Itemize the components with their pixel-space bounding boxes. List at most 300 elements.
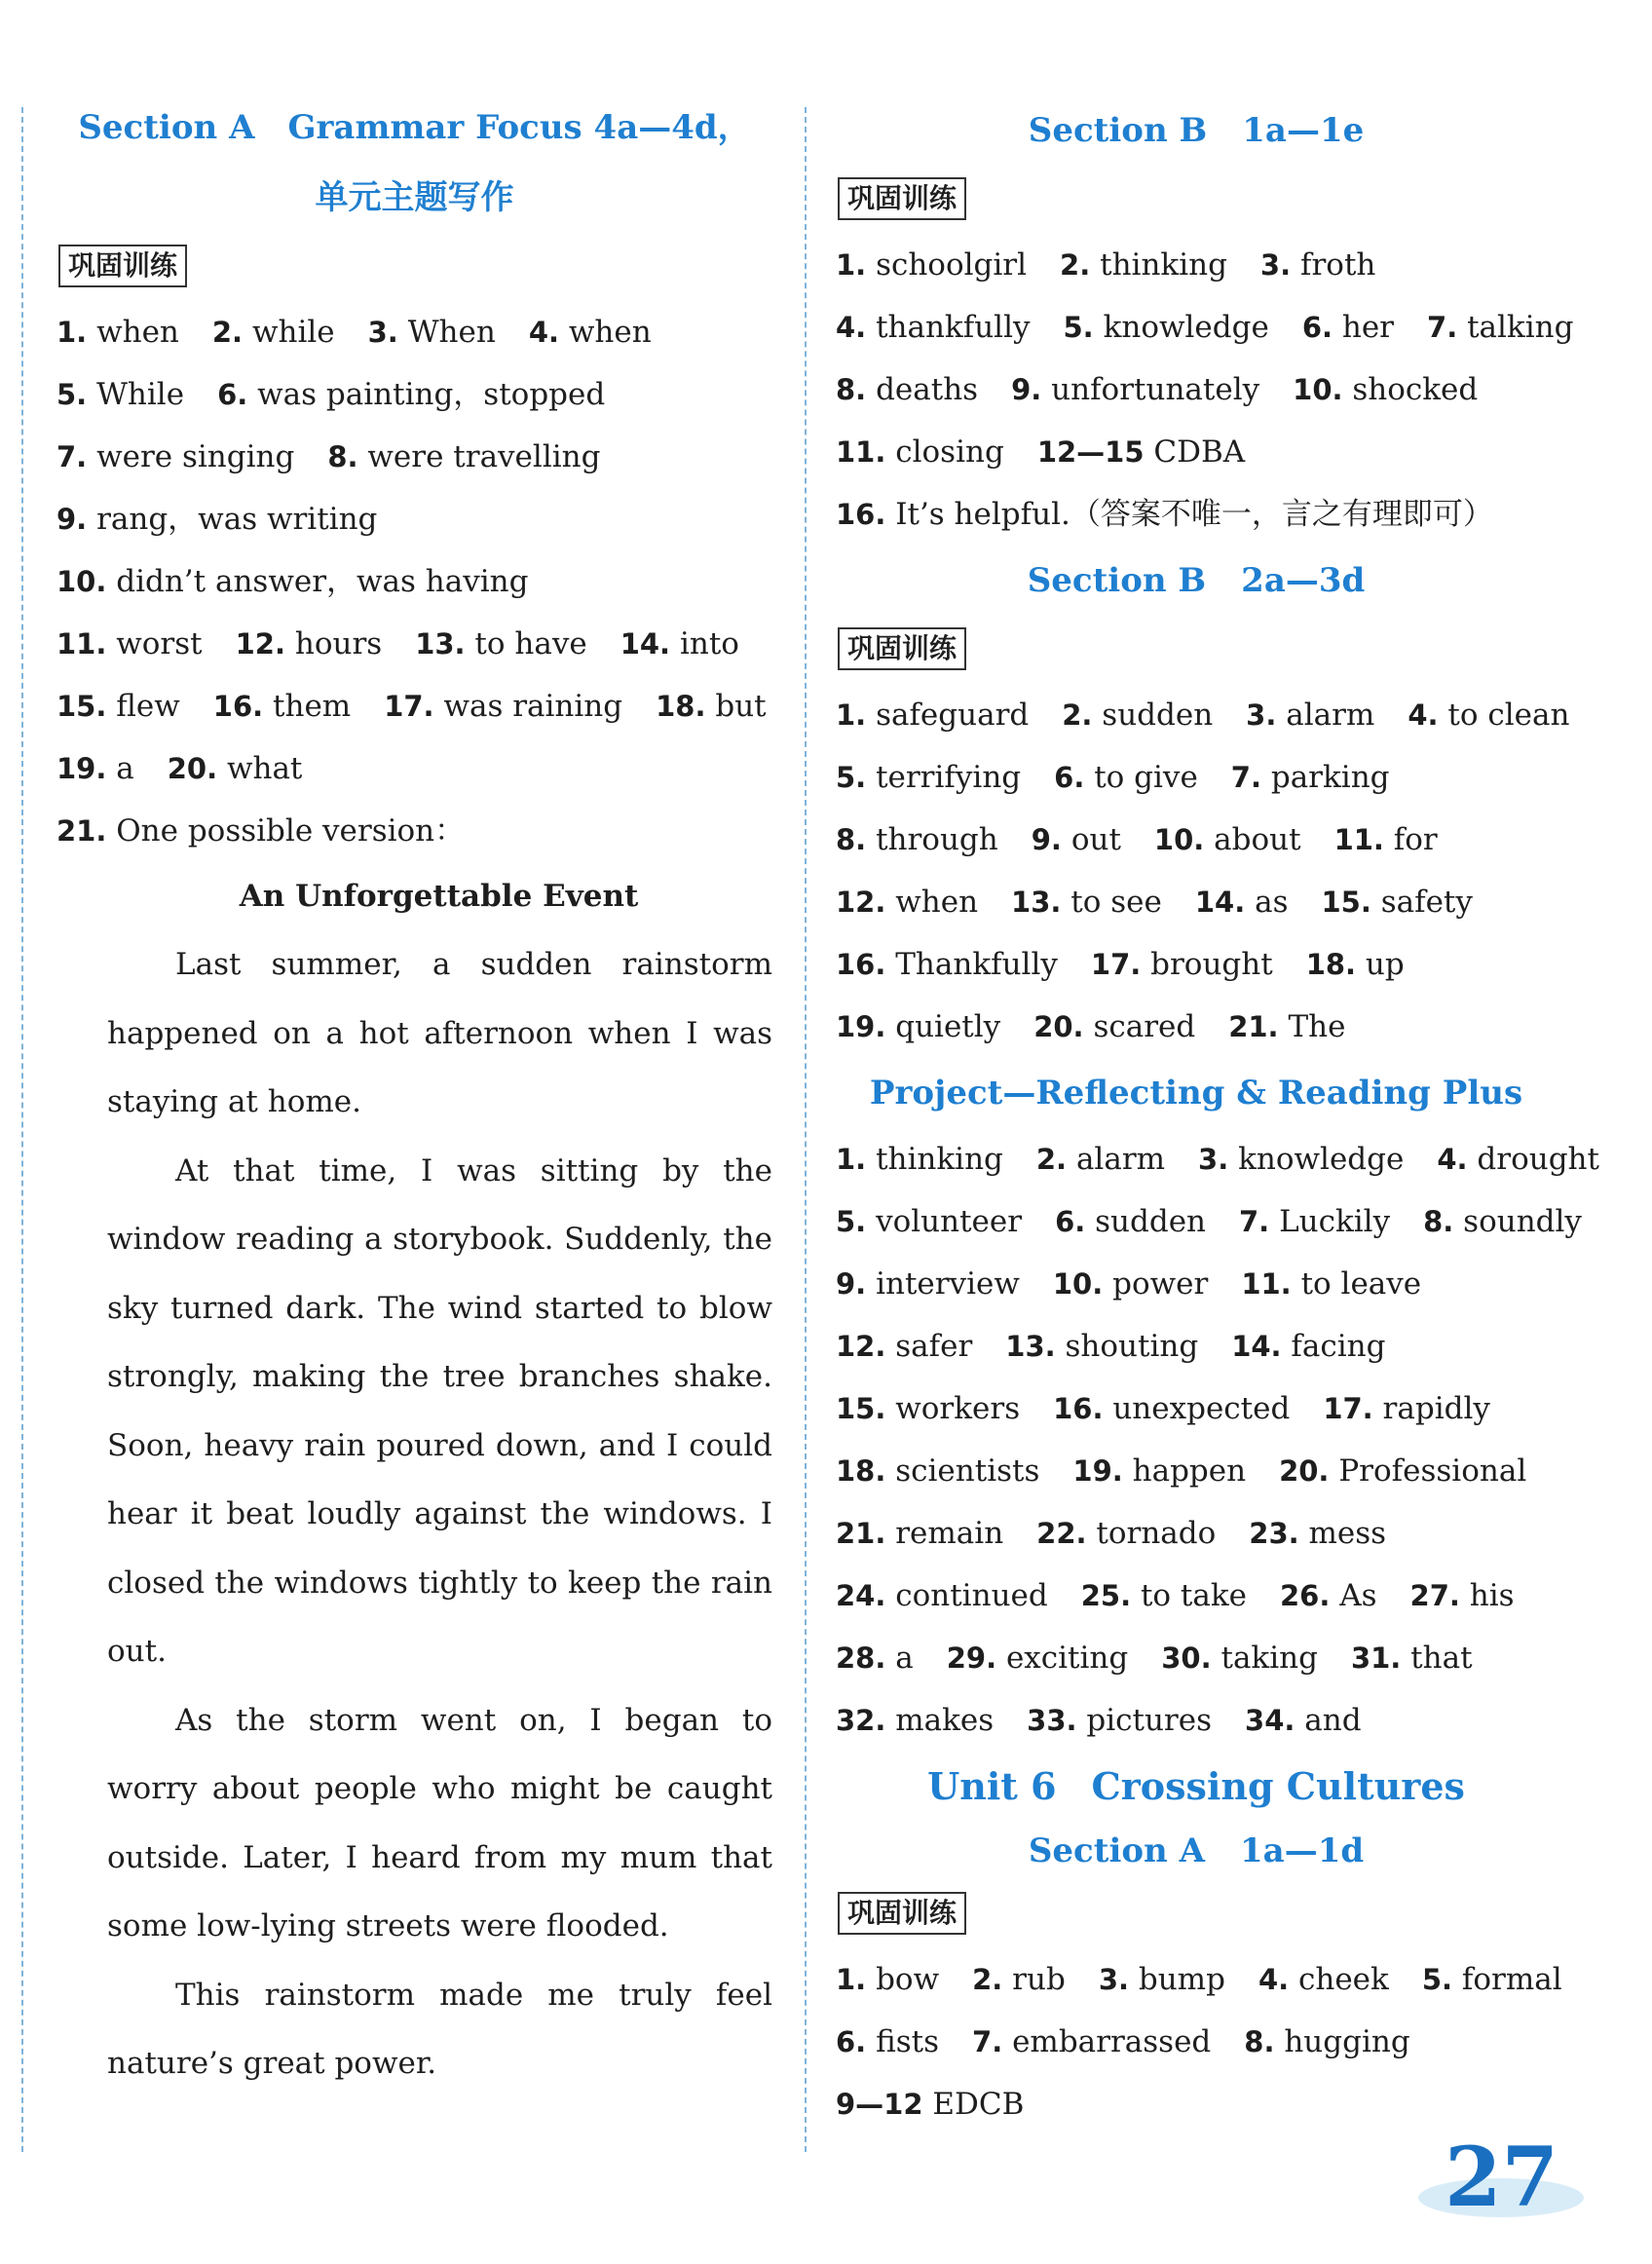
answer-item xyxy=(1037,434,1245,470)
essay-paragraph: This rainstorm made me truly feel nature’s great power. xyxy=(107,1977,772,2081)
answer-item xyxy=(1091,947,1273,982)
answer-text: to give xyxy=(1094,760,1198,795)
answer-text: were singing xyxy=(96,439,295,474)
answer-item xyxy=(56,377,184,412)
answer-item xyxy=(836,1009,1000,1044)
answer-text: when xyxy=(96,315,179,350)
question-number: 12. xyxy=(836,886,886,919)
answer-item xyxy=(1033,1009,1195,1044)
answer-text: to take xyxy=(1140,1578,1247,1613)
question-number: 9. xyxy=(56,503,88,536)
answer-line xyxy=(836,1128,1599,1190)
answer-item xyxy=(384,689,622,724)
answer-text: shouting xyxy=(1065,1329,1199,1364)
answer-text: alarm xyxy=(1075,1142,1166,1177)
answer-line xyxy=(56,301,772,363)
question-number: 6. xyxy=(836,2025,867,2058)
question-number: 18. xyxy=(1305,948,1357,981)
unit-number: Unit 6 xyxy=(927,1764,1057,1808)
answer-item xyxy=(1239,1204,1390,1239)
answer-item xyxy=(836,1578,1048,1613)
question-number: 25. xyxy=(1080,1579,1132,1612)
answer-item xyxy=(1036,1142,1165,1177)
answer-item xyxy=(1321,885,1472,920)
question-number: 10. xyxy=(56,565,107,598)
question-number: 3. xyxy=(1098,1963,1130,1996)
answer-text: that xyxy=(1410,1641,1473,1676)
answer-item xyxy=(1053,1266,1208,1302)
answer-text: knowledge xyxy=(1103,310,1269,345)
answer-item xyxy=(56,502,377,537)
answer-text: about xyxy=(1214,822,1301,857)
answer-text: didn’t answer，was having xyxy=(116,564,529,599)
answer-text: flew xyxy=(116,689,180,724)
answer-item xyxy=(1334,822,1438,857)
answer-line xyxy=(836,1315,1557,1377)
heading-part: 1a—1d xyxy=(1240,1831,1365,1870)
answer-line xyxy=(836,996,1557,1058)
answer-line xyxy=(836,358,1557,421)
answer-text: as xyxy=(1255,885,1289,920)
question-number: 9. xyxy=(1031,823,1062,856)
question-number: 17. xyxy=(1323,1392,1373,1425)
answer-text: was raining xyxy=(443,689,623,724)
question-number: 1. xyxy=(56,316,88,349)
answer-text: were travelling xyxy=(367,439,601,474)
answer-item xyxy=(1427,310,1573,345)
answer-item xyxy=(836,372,978,407)
question-number: 11. xyxy=(1241,1267,1292,1301)
question-number: 5. xyxy=(1421,1963,1453,1996)
answer-text: unfortunately xyxy=(1051,372,1260,407)
question-number: 5. xyxy=(836,761,867,794)
answer-item xyxy=(1323,1391,1490,1426)
answer-text: sudden xyxy=(1095,1204,1206,1239)
answer-item xyxy=(1231,760,1390,795)
answer-text: mess xyxy=(1308,1516,1387,1551)
answer-text: terrifying xyxy=(876,760,1022,795)
question-number: 5. xyxy=(1063,311,1094,344)
essay-paragraph: As the storm went on, I began to worry about people who might be caught outside. Later, I heard from my mum that some low-lying streets were flooded. xyxy=(107,1702,772,1943)
question-number: 21. xyxy=(1228,1010,1279,1043)
answer-item xyxy=(1005,1329,1198,1364)
answer-item xyxy=(168,751,303,786)
answer-text: Professional xyxy=(1338,1453,1527,1489)
question-number: 1. xyxy=(836,1143,867,1176)
answer-text: worst xyxy=(116,626,203,661)
answer-item xyxy=(972,1962,1066,1997)
answer-item xyxy=(947,1641,1129,1676)
question-number: 8. xyxy=(327,440,358,473)
answer-item xyxy=(1036,1516,1216,1551)
answer-lines xyxy=(836,234,1574,546)
question-number: 4. xyxy=(1437,1143,1468,1176)
heading-part: Section B xyxy=(1027,561,1207,600)
question-number: 14. xyxy=(1231,1330,1282,1363)
question-number: 30. xyxy=(1161,1641,1212,1675)
answer-item xyxy=(1195,885,1289,920)
answer-text: continued xyxy=(895,1578,1048,1613)
answer-line xyxy=(836,809,1557,871)
question-number: 4. xyxy=(528,316,560,349)
answer-text: into xyxy=(679,626,739,661)
essay-paragraph: Last summer, a sudden rainstorm happened on a hot afternoon when I was staying at home. xyxy=(107,947,772,1119)
section-heading xyxy=(836,546,1557,616)
question-number: 4. xyxy=(836,311,867,344)
question-number: 1. xyxy=(836,1963,867,1996)
answer-text: taking xyxy=(1220,1641,1318,1676)
question-number: 6. xyxy=(1054,761,1085,794)
answer-text: hours xyxy=(294,626,383,661)
question-number: 20. xyxy=(1033,1010,1084,1043)
question-number: 7. xyxy=(1230,761,1261,794)
question-number: 13. xyxy=(415,627,466,660)
answer-item xyxy=(1054,760,1198,795)
answer-item xyxy=(1060,247,1227,283)
answer-text: Thankfully xyxy=(895,947,1058,982)
answer-line xyxy=(836,1565,1557,1627)
question-number: 19. xyxy=(56,752,107,785)
answer-text: exciting xyxy=(1005,1641,1129,1676)
answer-line xyxy=(56,737,772,800)
question-number: 3. xyxy=(1259,248,1292,282)
answer-item xyxy=(836,947,1058,982)
answer-line xyxy=(836,1253,1557,1315)
question-number: 10. xyxy=(1153,823,1205,856)
answer-item xyxy=(56,689,180,724)
question-number: 15. xyxy=(836,1392,886,1425)
question-number: 23. xyxy=(1249,1517,1299,1550)
answer-item xyxy=(1198,1142,1404,1177)
answer-lines xyxy=(836,1128,1599,1752)
answer-text: while xyxy=(251,315,335,350)
answer-text: a xyxy=(895,1641,914,1676)
exercise-tag: 巩固训练 xyxy=(58,245,187,287)
answer-item xyxy=(836,1329,972,1364)
question-number: 27. xyxy=(1409,1579,1460,1612)
answer-text: to leave xyxy=(1300,1266,1422,1302)
answer-item xyxy=(836,247,1027,283)
answer-line xyxy=(56,488,772,550)
heading-part: 1a—1e xyxy=(1242,111,1365,150)
question-number: 18. xyxy=(656,690,706,723)
answer-text: talking xyxy=(1467,310,1574,345)
question-number: 32. xyxy=(836,1704,886,1737)
answer-item xyxy=(1027,1703,1212,1738)
answer-item xyxy=(529,315,652,350)
answer-line xyxy=(836,1502,1557,1565)
answer-text: knowledge xyxy=(1238,1142,1405,1177)
question-number: 8. xyxy=(1423,1205,1454,1238)
answer-line xyxy=(836,296,1574,358)
answer-item xyxy=(836,2024,939,2059)
answer-item xyxy=(56,626,203,661)
question-number: 21. xyxy=(836,1517,886,1550)
answer-item xyxy=(1410,1578,1515,1613)
answer-item xyxy=(1258,1962,1389,1997)
answer-text: to see xyxy=(1070,885,1162,920)
answer-text: power xyxy=(1112,1266,1209,1302)
question-number: 1. xyxy=(836,698,867,732)
answer-item xyxy=(1306,947,1405,982)
answer-text: hugging xyxy=(1284,2024,1410,2059)
answer-line xyxy=(836,421,1557,483)
answer-text: a xyxy=(116,751,134,786)
answer-line xyxy=(836,2011,1557,2073)
answer-item xyxy=(836,1516,1003,1551)
answer-text: froth xyxy=(1299,247,1376,283)
column-divider xyxy=(805,107,807,2152)
answer-item xyxy=(327,439,600,474)
answer-item xyxy=(1279,1453,1526,1489)
answer-item xyxy=(836,1703,994,1738)
question-number: 9—12 xyxy=(836,2088,923,2121)
left-column xyxy=(56,93,772,2098)
answer-text: was painting，stopped xyxy=(257,377,606,412)
essay-title: An Unforgettable Event xyxy=(239,879,639,914)
question-number: 7. xyxy=(1239,1205,1270,1238)
question-number: 17. xyxy=(384,690,434,723)
answer-text: thinking xyxy=(876,1142,1003,1177)
answer-text: up xyxy=(1365,947,1405,982)
answer-item xyxy=(213,689,351,724)
question-number: 2. xyxy=(1062,698,1093,732)
answer-item xyxy=(1062,698,1213,733)
answer-text: interview xyxy=(876,1266,1020,1302)
answer-line xyxy=(836,1190,1582,1253)
answer-lines xyxy=(836,1948,1562,2135)
answer-line xyxy=(836,1948,1562,2011)
question-number: 10. xyxy=(1293,373,1343,406)
answer-item xyxy=(1280,1578,1377,1613)
answer-item xyxy=(236,626,383,661)
answer-text: embarrassed xyxy=(1012,2024,1212,2059)
answer-text: quietly xyxy=(895,1009,1001,1044)
question-number: 8. xyxy=(836,373,867,406)
section-heading xyxy=(836,1822,1557,1880)
answer-item xyxy=(1053,1391,1290,1426)
question-number: 14. xyxy=(620,627,671,660)
answer-text: thankfully xyxy=(876,310,1031,345)
answer-text: When xyxy=(407,315,496,350)
answer-text: his xyxy=(1469,1578,1515,1613)
answer-item xyxy=(1072,1453,1246,1489)
section-heading: Section A Grammar Focus 4a—4d， xyxy=(78,108,751,147)
left-margin-line xyxy=(21,107,23,2152)
answer-item xyxy=(56,439,294,474)
question-number: 15. xyxy=(56,690,107,723)
answer-item xyxy=(1154,822,1301,857)
answer-item xyxy=(1228,1009,1345,1044)
question-number: 5. xyxy=(56,378,88,411)
question-number: 8. xyxy=(1244,2025,1275,2058)
heading-part: Section B xyxy=(1028,111,1208,150)
answer-item xyxy=(836,1962,939,1997)
answer-text: schoolgirl xyxy=(876,247,1028,283)
answer-item xyxy=(1011,885,1162,920)
answer-text: makes xyxy=(895,1703,995,1738)
answer-text: through xyxy=(876,822,998,857)
question-number: 6. xyxy=(217,378,248,411)
question-number: 21. xyxy=(56,814,107,848)
answer-text: rub xyxy=(1012,1962,1066,1997)
page-number: 27 xyxy=(1445,2129,1558,2225)
answer-text: sudden xyxy=(1102,698,1214,733)
right-column xyxy=(836,95,1599,2135)
answer-text: The xyxy=(1288,1009,1346,1044)
answer-text: parking xyxy=(1270,760,1390,795)
question-number: 26. xyxy=(1280,1579,1331,1612)
question-number: 1. xyxy=(836,248,867,282)
question-number: 6. xyxy=(1301,311,1333,344)
answer-line xyxy=(836,1689,1557,1752)
answer-text: unexpected xyxy=(1112,1391,1291,1426)
question-number: 16. xyxy=(212,690,264,723)
answer-line xyxy=(56,613,772,675)
answer-line xyxy=(56,675,772,737)
answer-text: One possible version： xyxy=(116,813,466,849)
answer-item xyxy=(1032,822,1121,857)
answer-item xyxy=(836,310,1031,345)
question-number: 33. xyxy=(1027,1704,1077,1737)
question-number: 18. xyxy=(836,1454,886,1488)
question-number: 12—15 xyxy=(1036,435,1145,469)
answer-line xyxy=(836,483,1557,546)
answer-text: rang，was writing xyxy=(96,502,378,537)
answer-item xyxy=(1081,1578,1247,1613)
answer-text: bump xyxy=(1138,1962,1225,1997)
answer-item xyxy=(836,822,998,857)
question-number: 17. xyxy=(1090,948,1142,981)
question-number: 19. xyxy=(836,1010,886,1043)
question-number: 3. xyxy=(1246,698,1277,732)
question-number: 14. xyxy=(1194,886,1246,919)
answer-text: soundly xyxy=(1463,1204,1582,1239)
question-number: 4. xyxy=(1258,1963,1290,1996)
answer-text: brought xyxy=(1150,947,1273,982)
answer-item xyxy=(1231,1329,1385,1364)
answer-item xyxy=(1408,698,1569,733)
answer-text: workers xyxy=(895,1391,1021,1426)
answer-line xyxy=(836,933,1557,996)
question-number: 13. xyxy=(1011,886,1062,919)
question-number: 6. xyxy=(1055,1205,1086,1238)
question-number: 9. xyxy=(836,1267,867,1301)
answer-item xyxy=(836,497,1493,532)
question-number: 20. xyxy=(1279,1454,1330,1488)
unit-heading xyxy=(836,1752,1557,1822)
answer-item xyxy=(415,626,587,661)
question-number: 29. xyxy=(946,1641,997,1675)
answer-text: but xyxy=(715,689,767,724)
section-heading xyxy=(836,95,1557,166)
essay-paragraph: At that time, I was sitting by the window reading a storybook. Suddenly, the sky turned dark. The wind started to blow strongly, making the tree branches shake. Soon, heavy rain poured down, and I could hear it beat loudly against the windows. I closed the windows tightly to keep the rain out. xyxy=(107,1152,772,1669)
answer-text: volunteer xyxy=(876,1204,1023,1239)
answer-text: closing xyxy=(895,434,1004,470)
answer-text: drought xyxy=(1477,1142,1599,1177)
answer-item xyxy=(836,1391,1020,1426)
question-number: 13. xyxy=(1005,1330,1056,1363)
answer-item xyxy=(1241,1266,1421,1302)
answer-item xyxy=(1055,1204,1206,1239)
answer-item xyxy=(368,315,496,350)
answer-item xyxy=(56,813,465,849)
question-number: 7. xyxy=(1427,311,1458,344)
answer-item xyxy=(1422,1962,1562,1997)
answer-text: her xyxy=(1341,310,1395,345)
answer-line xyxy=(836,234,1557,296)
answer-item xyxy=(1064,310,1269,345)
question-number: 3. xyxy=(1198,1143,1229,1176)
answer-text: bow xyxy=(876,1962,940,1997)
question-number: 7. xyxy=(972,2025,1003,2058)
answer-item xyxy=(836,1266,1020,1302)
question-number: 5. xyxy=(836,1205,867,1238)
heading-part: Section A xyxy=(1028,1831,1205,1870)
answer-line xyxy=(56,426,772,488)
answer-text: when xyxy=(895,885,979,920)
exercise-tag: 巩固训练 xyxy=(838,177,966,220)
answer-item xyxy=(1293,372,1478,407)
answer-item xyxy=(1161,1641,1318,1676)
answer-item xyxy=(1260,247,1375,283)
question-number: 2. xyxy=(1035,1143,1068,1176)
question-number: 9. xyxy=(1011,373,1042,406)
answer-lines xyxy=(836,684,1570,1058)
answer-text: to have xyxy=(474,626,587,661)
answer-text: when xyxy=(568,315,652,350)
question-number: 2. xyxy=(1060,248,1091,282)
answer-item xyxy=(972,2024,1211,2059)
answer-line xyxy=(836,684,1570,746)
answer-text: rapidly xyxy=(1382,1391,1490,1426)
answer-line xyxy=(836,1440,1557,1502)
answer-item xyxy=(836,885,978,920)
question-number: 4. xyxy=(1408,698,1439,732)
answer-item xyxy=(1244,2024,1409,2059)
answer-text: As xyxy=(1339,1578,1377,1613)
question-number: 8. xyxy=(836,823,867,856)
answer-text: alarm xyxy=(1286,698,1375,733)
question-number: 34. xyxy=(1245,1704,1295,1737)
answer-item xyxy=(1245,1703,1362,1738)
answer-item xyxy=(656,689,767,724)
answer-text: cheek xyxy=(1298,1962,1389,1997)
question-number: 11. xyxy=(836,435,886,469)
question-number: 7. xyxy=(56,440,88,473)
answer-item xyxy=(1351,1641,1473,1676)
answer-text: for xyxy=(1393,822,1438,857)
answer-text: While xyxy=(96,377,185,412)
question-number: 2. xyxy=(972,1963,1003,1996)
answer-item xyxy=(836,1453,1039,1489)
answer-line xyxy=(56,800,772,862)
answer-text: fists xyxy=(876,2024,940,2059)
answer-text: safeguard xyxy=(876,698,1030,733)
answer-item xyxy=(836,1142,1003,1177)
answer-text: CDBA xyxy=(1153,434,1246,470)
answer-text: deaths xyxy=(876,372,979,407)
answer-text: safety xyxy=(1380,885,1473,920)
answer-text: shocked xyxy=(1352,372,1479,407)
answer-text: It’s helpful.（答案不唯一，言之有理即可） xyxy=(895,497,1493,532)
answer-text: facing xyxy=(1291,1329,1386,1364)
answer-item xyxy=(836,2087,1024,2122)
question-number: 16. xyxy=(836,948,886,981)
answer-text: to clean xyxy=(1447,698,1570,733)
answer-text: scientists xyxy=(895,1453,1040,1489)
question-number: 12. xyxy=(235,627,285,660)
